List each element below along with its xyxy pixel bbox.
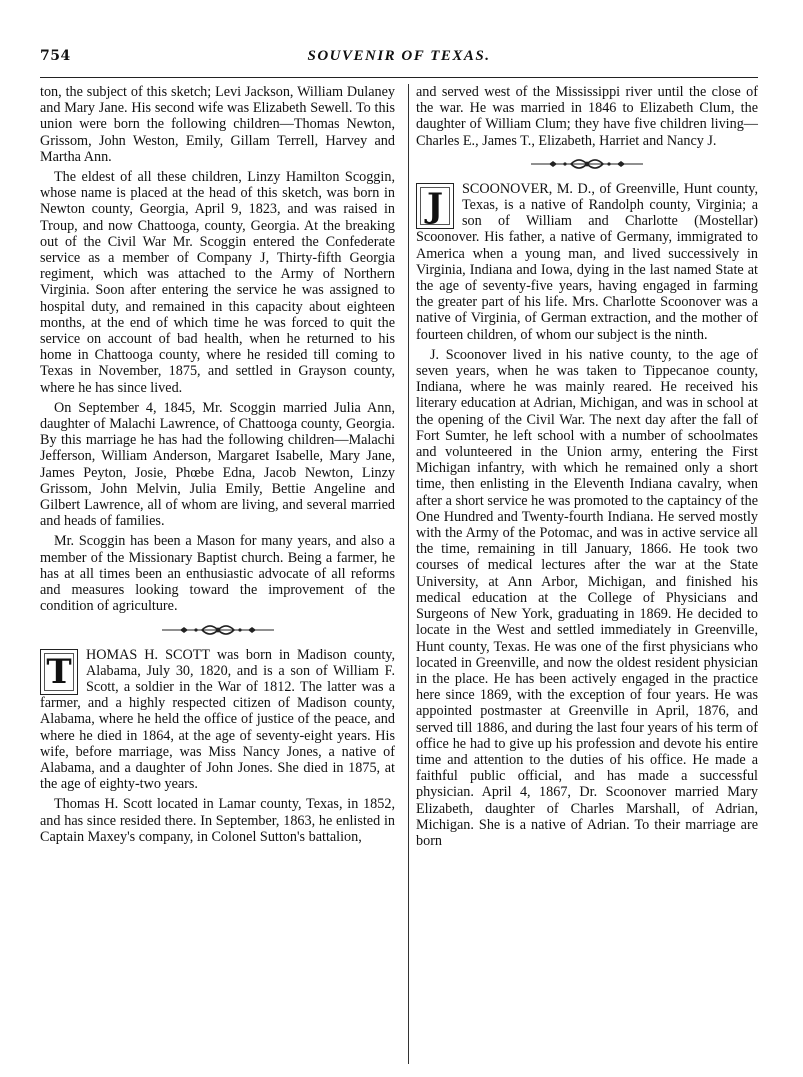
ornament-icon <box>527 157 647 171</box>
scott-paragraph-2: Thomas H. Scott located in Lamar county, Texas, in 1852, and has since resided there. In September, 1863, he enlisted in Captain Maxey's company, in Colonel Sutton's battalion, <box>40 796 395 845</box>
right-column <box>416 84 758 849</box>
scoonover-paragraph-1: SCOONOVER, M. D., of Greenville, Hunt county, Texas, is a native of Randolph county, Virginia; a son of William and Charlotte (Mostellar) Scoonover. His father, a native of Germany, immigrated to America when a young man, and lived successively in Virginia, Indiana and Iowa, dying in the last named State at the age of seventy-five years, having engaged in farming the greater part of his life. Mrs. Charlotte Scoonover was a native of Virginia, of German extraction, and the mother of fourteen children, of whom our subject is the ninth. <box>416 180 758 343</box>
scott-paragraph-3: and served west of the Mississippi river until the close of the war. He was married in 1846 to Elizabeth Clum, the daughter of William Clum; they have five children living—Charles E., James T., Elizabeth, Harriet and Nancy J. <box>416 84 758 149</box>
scoggin-paragraph-1: ton, the subject of this sketch; Levi Jackson, William Dulaney and Mary Jane. His second wife was Elizabeth Sewell. To this union were born the following children—Thomas Newton, Grissom, John Weston, Emily, Gillam Terrell, Harvey and Martha Ann. <box>40 84 395 165</box>
section-ornament <box>40 623 395 637</box>
scott-drop-cap: T <box>40 649 78 695</box>
scott-paragraph-1: HOMAS H. SCOTT was born in Madison county, Alabama, July 30, 1820, and is a son of William F. Scott, a soldier in the War of 1812. The latter was a farmer, and a highly respected citizen of Madison county, Alabama, where he held the office of justice of the peace, and where he died in 1864, at the age of seventy-eight years. His wife, before marriage, was Miss Nancy Jones, a native of Alabama, and a daughter of John Jones. She died in 1875, at the age of eighty-two years. <box>40 646 395 793</box>
page-number: 754 <box>40 48 71 64</box>
running-title: SOUVENIR OF TEXAS. <box>307 48 491 64</box>
column-divider <box>408 84 409 1064</box>
left-column <box>40 84 395 845</box>
ornament-icon <box>158 623 278 637</box>
header-rule <box>40 77 758 78</box>
section-ornament <box>416 157 758 171</box>
scoggin-paragraph-2: The eldest of all these children, Linzy Hamilton Scoggin, whose name is placed at the head of this sketch, was born in Newton county, Georgia, April 9, 1823, and was raised in Troup, and now Chattooga, county, Georgia. At the breaking out of the Civil War Mr. Scoggin entered the Confederate service as a member of Company J, Thirty-fifth Georgia regiment, which was attached to the Army of Northern Virginia. Soon after entering the service he was assigned to hospital duty, and remained in this capacity about eighteen months, at the end of which time he was forced to quit the service on account of bad health, when he returned to his home in Chattooga county, where he resided till coming to Texas in November, 1875, and settled in Grayson county, where he has since lived. <box>40 169 395 396</box>
page-header <box>40 48 758 70</box>
scott-sketch <box>40 647 395 793</box>
scoonover-paragraph-2: J. Scoonover lived in his native county, to the age of seven years, when he was taken to Tippecanoe county, Indiana, where he was mainly reared. He received his literary education at Adrian, Michigan, and was in school at the opening of the Civil War. The next day after the fall of Fort Sumter, he left school with a number of schoolmates and volunteered in the Union army, entering the First Michigan infantry, with which he remained only a short time, then enlisting in the Eleventh Indiana cavalry, when after a short service he was promoted to the captaincy of the One Hundred and Twenty-fourth Indiana. He served mostly with the Army of the Potomac, and was in active service all the time, remaining in till January, 1866. He took two courses of medical lectures after the war at the State University, at Ann Arbor, Michigan, and finished his medical education at the College of Physicians and Surgeons of New York, graduating in 1869. He decided to locate in the West and settled immediately in Greenville, Hunt county, Texas. He was one of the first physicians who located in Greenville, and now the oldest resident physician in the place. He has been actively engaged in the practice here since 1869, with the exception of four years. He was appointed postmaster at Greenville in April, 1876, and served till 1886, and during the last four years of his term of office he had to give up his profession and devote his entire time and attention to the duties of his office. He made a faithful public official, and has made a successful physician. April 4, 1867, Dr. Scoonover married Mary Elizabeth, daughter of Charles Marshall, of Adrian, Michigan. She is a native of Adrian. To their marriage are born <box>416 346 758 849</box>
scoggin-paragraph-4: Mr. Scoggin has been a Mason for many years, and also a member of the Missionary Baptist church. Being a farmer, he has at all times been an enthusiastic advocate of all reforms and measures looking toward the improvement of the condition of agriculture. <box>40 533 395 615</box>
scoonover-drop-cap: J <box>416 183 454 229</box>
scoonover-sketch <box>416 181 758 343</box>
scoggin-paragraph-3: On September 4, 1845, Mr. Scoggin married Julia Ann, daughter of Malachi Lawrence, of Chattooga county, Georgia. By this marriage he has had the following children—Malachi Jefferson, William Anderson, Margaret Isabelle, Mary Jane, James Peyton, Josie, Phœbe Edna, Jacob Newton, Linzy Grissom, John Melvin, Julia Emily, Bettie Angeline and Gilbert Lawrence, all of whom are living, and several married and heads of families. <box>40 399 395 530</box>
